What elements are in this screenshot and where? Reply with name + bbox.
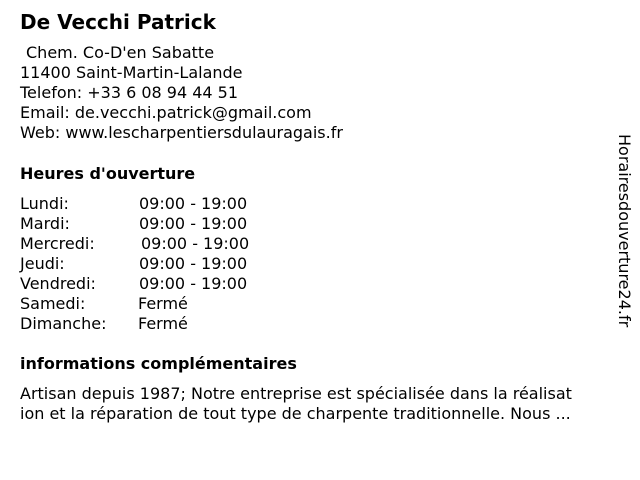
phone-line: Telefon: +33 6 08 94 44 51 xyxy=(20,83,239,102)
time-value: Fermé xyxy=(138,314,188,333)
time-value: 09:00 - 19:00 xyxy=(139,254,248,273)
time-value: 09:00 - 19:00 xyxy=(139,194,248,213)
time-value: Fermé xyxy=(138,294,188,313)
day-label: Vendredi: xyxy=(20,274,96,293)
contact-block xyxy=(20,43,343,143)
business-description xyxy=(20,384,620,424)
day-label: Samedi: xyxy=(20,294,86,313)
day-label: Lundi: xyxy=(20,194,69,213)
day-label: Dimanche: xyxy=(20,314,107,333)
description-line: Artisan depuis 1987; Notre entreprise est spécialisée dans la réalisat xyxy=(20,384,572,403)
description-line: ion et la réparation de tout type de charpente traditionnelle. Nous ... xyxy=(20,404,571,423)
city-line: 11400 Saint-Martin-Lalande xyxy=(20,63,243,82)
site-watermark: Horairesdouverture24.fr xyxy=(615,134,634,328)
time-value: 09:00 - 19:00 xyxy=(139,214,248,233)
info-heading: informations complémentaires xyxy=(20,354,297,373)
hours-heading: Heures d'ouverture xyxy=(20,164,196,183)
street-address: Chem. Co-D'en Sabatte xyxy=(26,43,215,62)
time-value: 09:00 - 19:00 xyxy=(139,274,248,293)
email-line: Email: de.vecchi.patrick@gmail.com xyxy=(20,103,312,122)
day-label: Mardi: xyxy=(20,214,70,233)
website-line: Web: www.lescharpentiersdulauragais.fr xyxy=(20,123,343,142)
day-label: Jeudi: xyxy=(20,254,65,273)
business-name: De Vecchi Patrick xyxy=(20,10,216,34)
day-label: Mercredi: xyxy=(20,234,95,253)
time-value: 09:00 - 19:00 xyxy=(141,234,250,253)
